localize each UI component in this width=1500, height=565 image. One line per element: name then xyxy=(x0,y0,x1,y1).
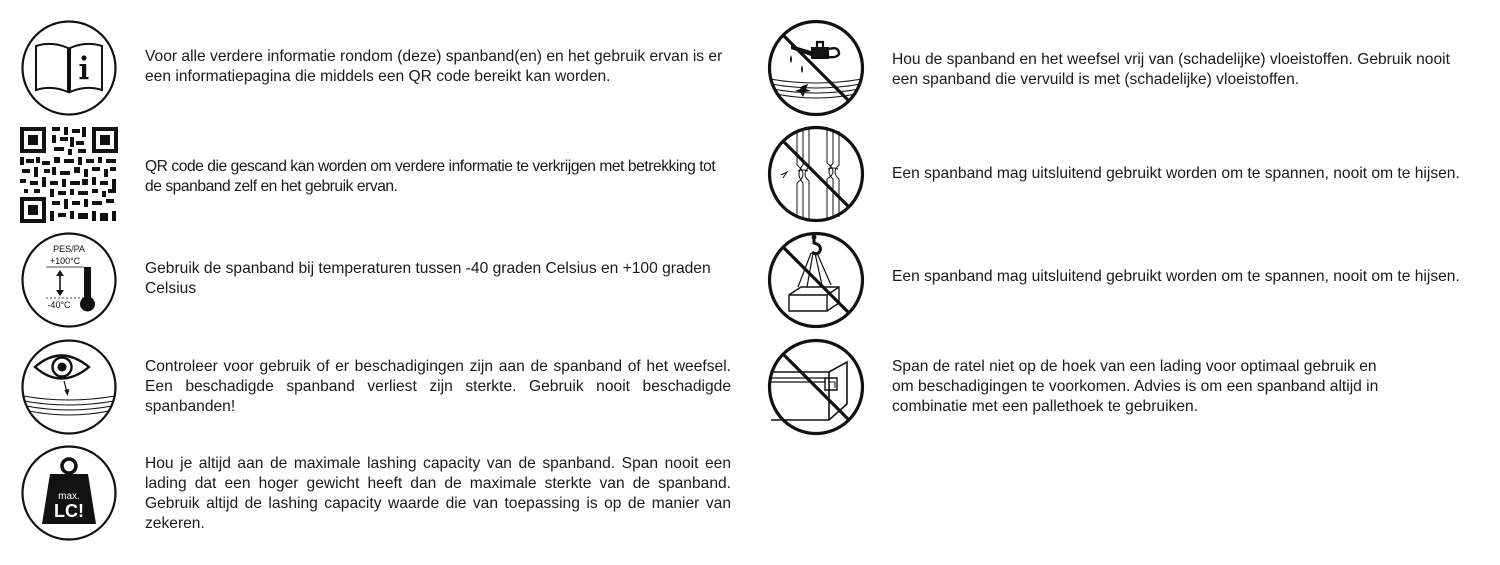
no-liquids-text: Hou de spanband en het weefsel vrij van (schadelijke) vloeistoffen. Gebruik nooit een spanband die vervuild is met (schadelijke) vloeistoffen. xyxy=(892,51,1450,88)
weight-max-label: max. xyxy=(58,491,80,502)
no-knots-icon xyxy=(767,125,865,223)
material-label: PES/PA xyxy=(53,244,85,254)
manual-info-text: Voor alle verdere informatie rondom (deze) spanband(en) en het gebruik ervan is er een informatiepagina die middels een QR code bereikt kan worden. xyxy=(145,48,723,85)
qr-code-text: QR code die gescand kan worden om verdere informatie te verkrijgen met betrekking tot de spanband zelf en het gebruik ervan. xyxy=(145,158,716,195)
max-temp-label: +100°C xyxy=(49,256,81,266)
temperature-text: Gebruik de spanband bij temperaturen tussen -40 graden Celsius en +100 graden Celsius xyxy=(145,260,711,297)
min-temp-label: -40°C xyxy=(47,300,71,310)
inspect-eye-icon xyxy=(20,338,118,436)
no-lifting-text: Een spanband mag uitsluitend gebruikt worden om te spannen, nooit om te hijsen. xyxy=(892,268,1460,285)
no-ratchet-on-corner-text: Span de ratel niet op de hoek van een lading voor optimaal gebruik en om beschadigingen te voorkomen. Advies is om een spanband altijd in combinatie met een pallethoek te gebruiken. xyxy=(892,358,1379,415)
qr-code-icon[interactable] xyxy=(20,125,118,223)
no-lifting-icon xyxy=(767,231,865,329)
lashing-capacity-text: Hou je altijd aan de maximale lashing capacity van de spanband. Span nooit een lading dat een hoger gewicht heeft dan de maximale sterkte van de spanband. Gebruik altijd de lashing capacity waarde die van toepassing is op de manier van zekeren. xyxy=(145,455,731,532)
no-liquids-icon xyxy=(767,19,865,117)
inspect-text: Controleer voor gebruik of er beschadigingen zijn aan de spanband of het weefsel. Een beschadigde spanband verliest zijn sterkte. Gebruik nooit beschadigde spanbanden! xyxy=(145,358,731,415)
temperature-range-icon xyxy=(20,231,118,329)
lashing-capacity-weight-icon xyxy=(20,444,118,542)
weight-lc-label: LC! xyxy=(54,501,84,521)
no-ratchet-on-corner-icon xyxy=(767,338,865,436)
no-knots-text: Een spanband mag uitsluitend gebruikt worden om te spannen, nooit om te hijsen. xyxy=(892,165,1460,182)
manual-info-icon xyxy=(20,19,118,117)
